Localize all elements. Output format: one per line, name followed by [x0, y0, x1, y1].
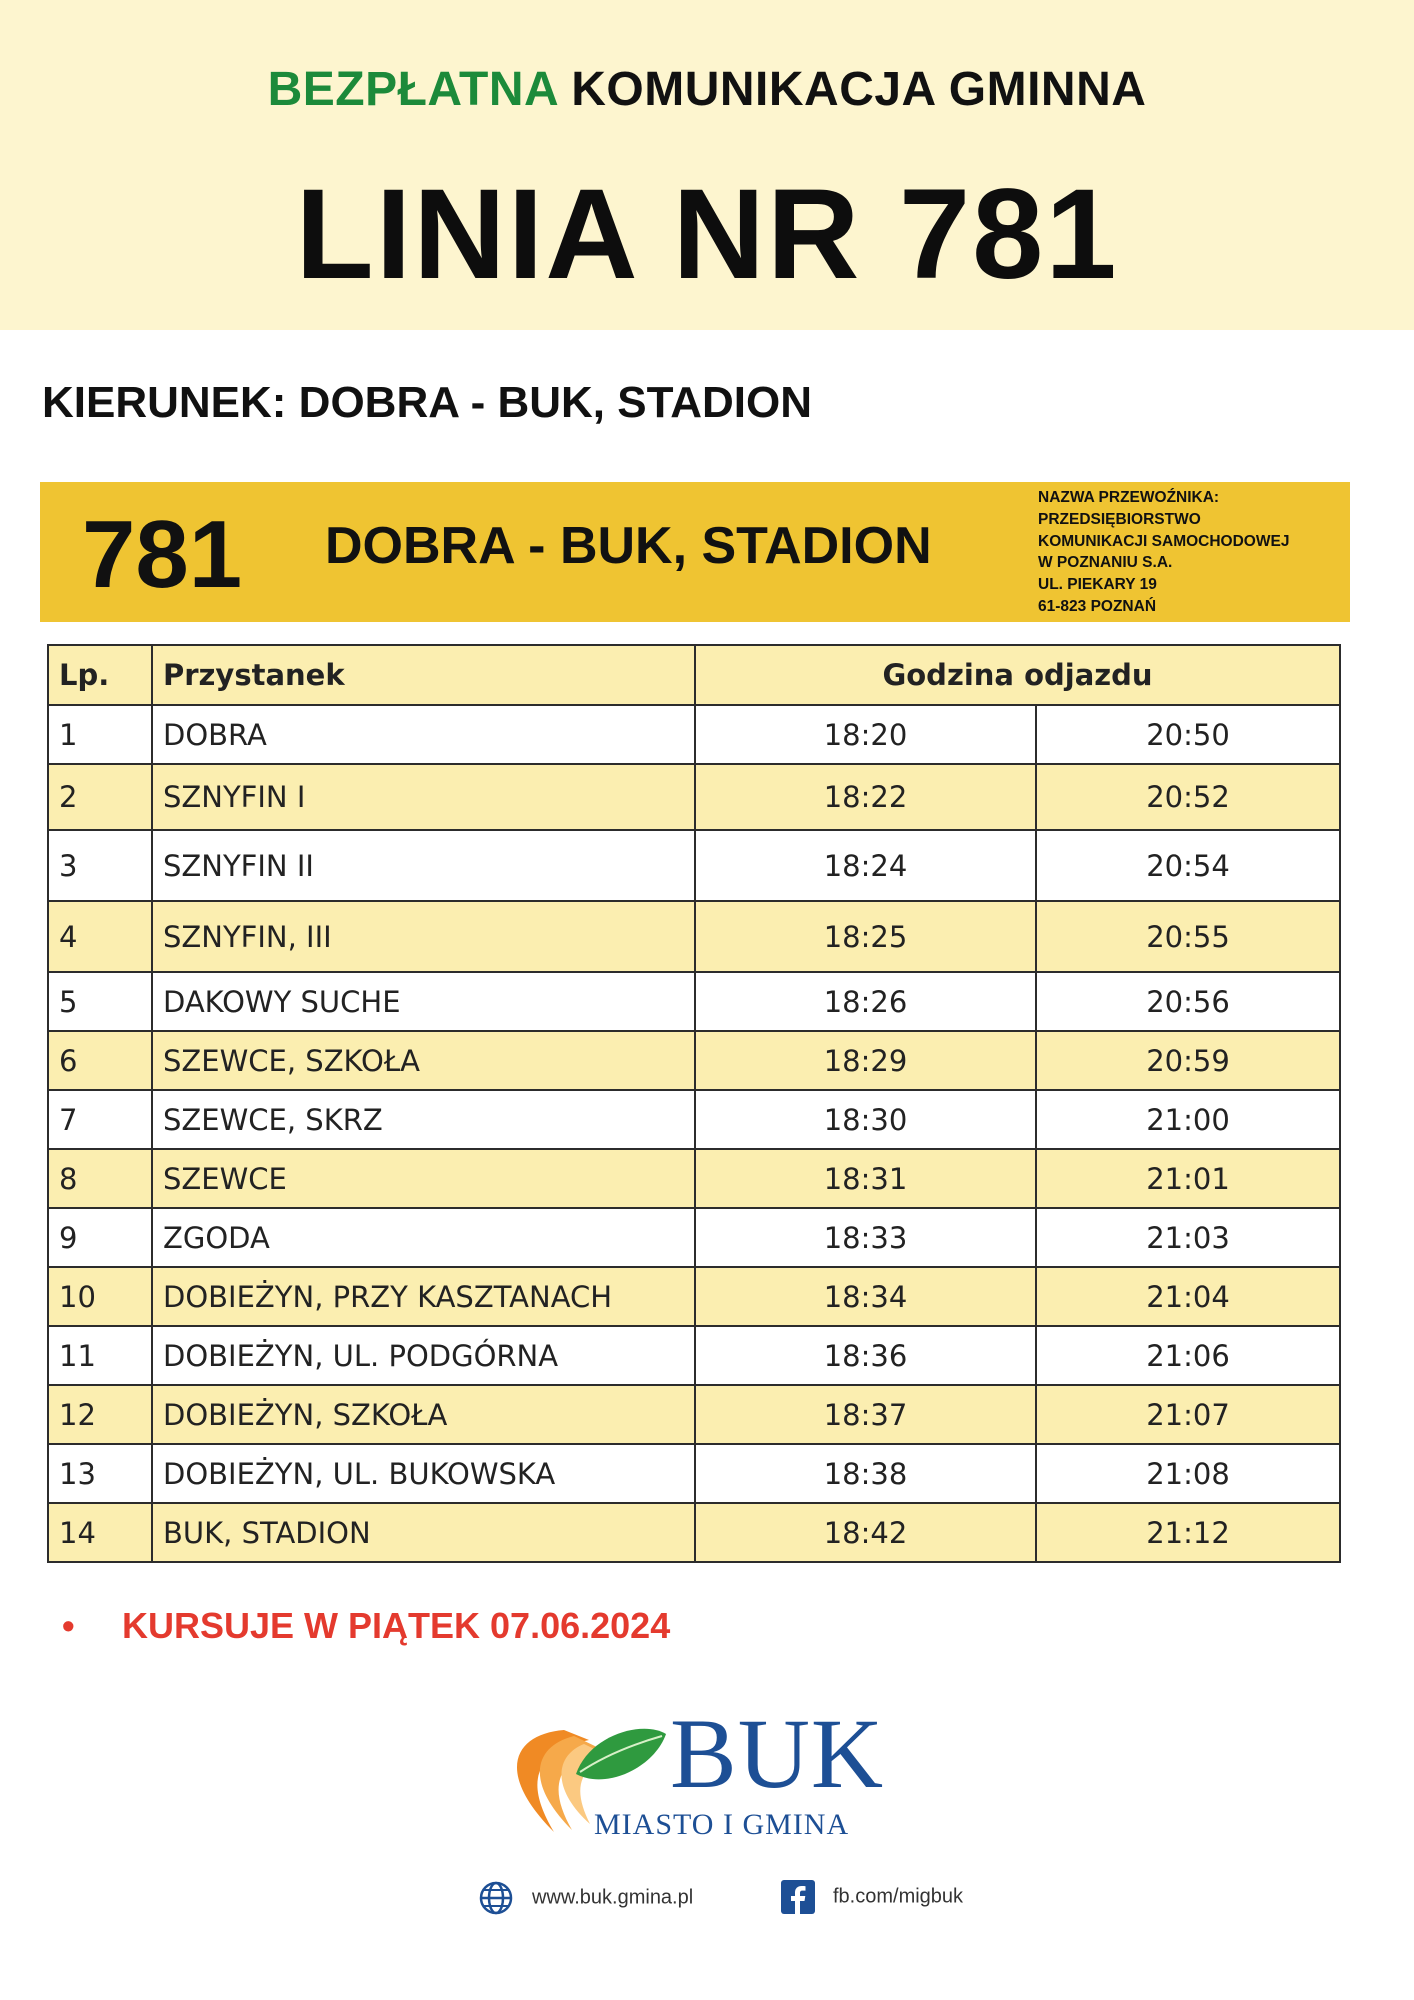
route-bar — [40, 482, 1350, 622]
cell-departure-1: 18:24 — [695, 830, 1036, 901]
route-number: 781 — [82, 501, 243, 608]
cell-lp: 10 — [48, 1267, 152, 1326]
cell-departure-2: 21:01 — [1036, 1149, 1340, 1208]
table-row — [48, 1503, 1340, 1562]
cell-departure-1: 18:29 — [695, 1031, 1036, 1090]
cell-stop: DAKOWY SUCHE — [152, 972, 695, 1031]
carrier-info — [1038, 487, 1338, 618]
note-bullet: • — [62, 1605, 75, 1646]
table-row — [48, 1149, 1340, 1208]
table-row — [48, 1208, 1340, 1267]
cell-lp: 7 — [48, 1090, 152, 1149]
logo-name: BUK — [670, 1698, 885, 1809]
cell-lp: 11 — [48, 1326, 152, 1385]
cell-stop: BUK, STADION — [152, 1503, 695, 1562]
cell-departure-1: 18:38 — [695, 1444, 1036, 1503]
direction-heading: KIERUNEK: DOBRA - BUK, STADION — [42, 378, 812, 427]
table-row — [48, 1326, 1340, 1385]
header-banner — [0, 0, 1414, 330]
cell-stop: SZEWCE, SZKOŁA — [152, 1031, 695, 1090]
footer-facebook[interactable] — [781, 1880, 963, 1914]
table-row — [48, 1267, 1340, 1326]
header-departure: Godzina odjazdu — [695, 645, 1340, 705]
cell-lp: 6 — [48, 1031, 152, 1090]
cell-departure-2: 21:06 — [1036, 1326, 1340, 1385]
table-row — [48, 972, 1340, 1031]
cell-departure-1: 18:30 — [695, 1090, 1036, 1149]
table-row — [48, 901, 1340, 972]
cell-departure-1: 18:33 — [695, 1208, 1036, 1267]
cell-departure-2: 20:59 — [1036, 1031, 1340, 1090]
note-text: KURSUJE W PIĄTEK 07.06.2024 — [122, 1605, 671, 1646]
carrier-line: PRZEDSIĘBIORSTWO — [1038, 510, 1201, 528]
cell-lp: 4 — [48, 901, 152, 972]
cell-stop: DOBIEŻYN, PRZY KASZTANACH — [152, 1267, 695, 1326]
cell-stop: DOBRA — [152, 705, 695, 764]
cell-stop: SZNYFIN, III — [152, 901, 695, 972]
subtitle-free: BEZPŁATNA — [267, 63, 558, 116]
cell-departure-1: 18:22 — [695, 764, 1036, 830]
cell-lp: 9 — [48, 1208, 152, 1267]
cell-departure-2: 21:08 — [1036, 1444, 1340, 1503]
cell-stop: ZGODA — [152, 1208, 695, 1267]
cell-stop: SZEWCE — [152, 1149, 695, 1208]
cell-departure-2: 20:54 — [1036, 830, 1340, 901]
cell-lp: 2 — [48, 764, 152, 830]
cell-lp: 13 — [48, 1444, 152, 1503]
header-subtitle — [0, 62, 1414, 117]
buk-logo — [494, 1698, 885, 1842]
cell-departure-2: 21:07 — [1036, 1385, 1340, 1444]
cell-departure-1: 18:42 — [695, 1503, 1036, 1562]
cell-departure-1: 18:37 — [695, 1385, 1036, 1444]
cell-departure-1: 18:34 — [695, 1267, 1036, 1326]
cell-lp: 8 — [48, 1149, 152, 1208]
cell-lp: 3 — [48, 830, 152, 901]
website-link[interactable]: www.buk.gmina.pl — [532, 1886, 694, 1909]
cell-departure-1: 18:36 — [695, 1326, 1036, 1385]
footer-website[interactable] — [478, 1880, 693, 1916]
page-title: LINIA NR 781 — [295, 163, 1119, 306]
cell-departure-2: 20:52 — [1036, 764, 1340, 830]
cell-lp: 12 — [48, 1385, 152, 1444]
cell-departure-1: 18:31 — [695, 1149, 1036, 1208]
cell-lp: 1 — [48, 705, 152, 764]
header-stop: Przystanek — [152, 645, 695, 705]
header-lp: Lp. — [48, 645, 152, 705]
table-header-row — [48, 645, 1340, 705]
cell-stop: DOBIEŻYN, UL. BUKOWSKA — [152, 1444, 695, 1503]
table-row — [48, 1444, 1340, 1503]
globe-icon — [478, 1880, 514, 1916]
cell-stop: SZEWCE, SKRZ — [152, 1090, 695, 1149]
cell-stop: DOBIEŻYN, SZKOŁA — [152, 1385, 695, 1444]
cell-departure-2: 20:55 — [1036, 901, 1340, 972]
route-name: DOBRA - BUK, STADION — [325, 517, 932, 575]
cell-departure-2: 20:50 — [1036, 705, 1340, 764]
table-row — [48, 1031, 1340, 1090]
subtitle-rest: KOMUNIKACJA GMINNA — [571, 63, 1147, 116]
cell-stop: DOBIEŻYN, UL. PODGÓRNA — [152, 1326, 695, 1385]
cell-departure-2: 21:03 — [1036, 1208, 1340, 1267]
carrier-line: W POZNANIU S.A. — [1038, 554, 1173, 572]
table-row — [48, 764, 1340, 830]
cell-departure-1: 18:25 — [695, 901, 1036, 972]
carrier-line: UL. PIEKARY 19 — [1038, 576, 1157, 594]
cell-stop: SZNYFIN II — [152, 830, 695, 901]
cell-departure-2: 21:12 — [1036, 1503, 1340, 1562]
cell-departure-2: 21:00 — [1036, 1090, 1340, 1149]
carrier-line: KOMUNIKACJI SAMOCHODOWEJ — [1038, 532, 1290, 550]
carrier-line: 61-823 POZNAŃ — [1038, 597, 1157, 615]
table-row — [48, 830, 1340, 901]
timetable — [47, 644, 1341, 1563]
table-row — [48, 1385, 1340, 1444]
cell-lp: 5 — [48, 972, 152, 1031]
cell-stop: SZNYFIN I — [152, 764, 695, 830]
table-row — [48, 705, 1340, 764]
cell-departure-1: 18:26 — [695, 972, 1036, 1031]
cell-departure-2: 21:04 — [1036, 1267, 1340, 1326]
logo-subtitle: MIASTO I GMINA — [594, 1808, 850, 1841]
facebook-icon — [781, 1880, 815, 1914]
cell-departure-1: 18:20 — [695, 705, 1036, 764]
service-note — [62, 1605, 670, 1647]
cell-departure-2: 20:56 — [1036, 972, 1340, 1031]
table-row — [48, 1090, 1340, 1149]
cell-lp: 14 — [48, 1503, 152, 1562]
carrier-line: NAZWA PRZEWOŹNIKA: — [1038, 489, 1220, 506]
facebook-link[interactable]: fb.com/migbuk — [833, 1885, 964, 1908]
